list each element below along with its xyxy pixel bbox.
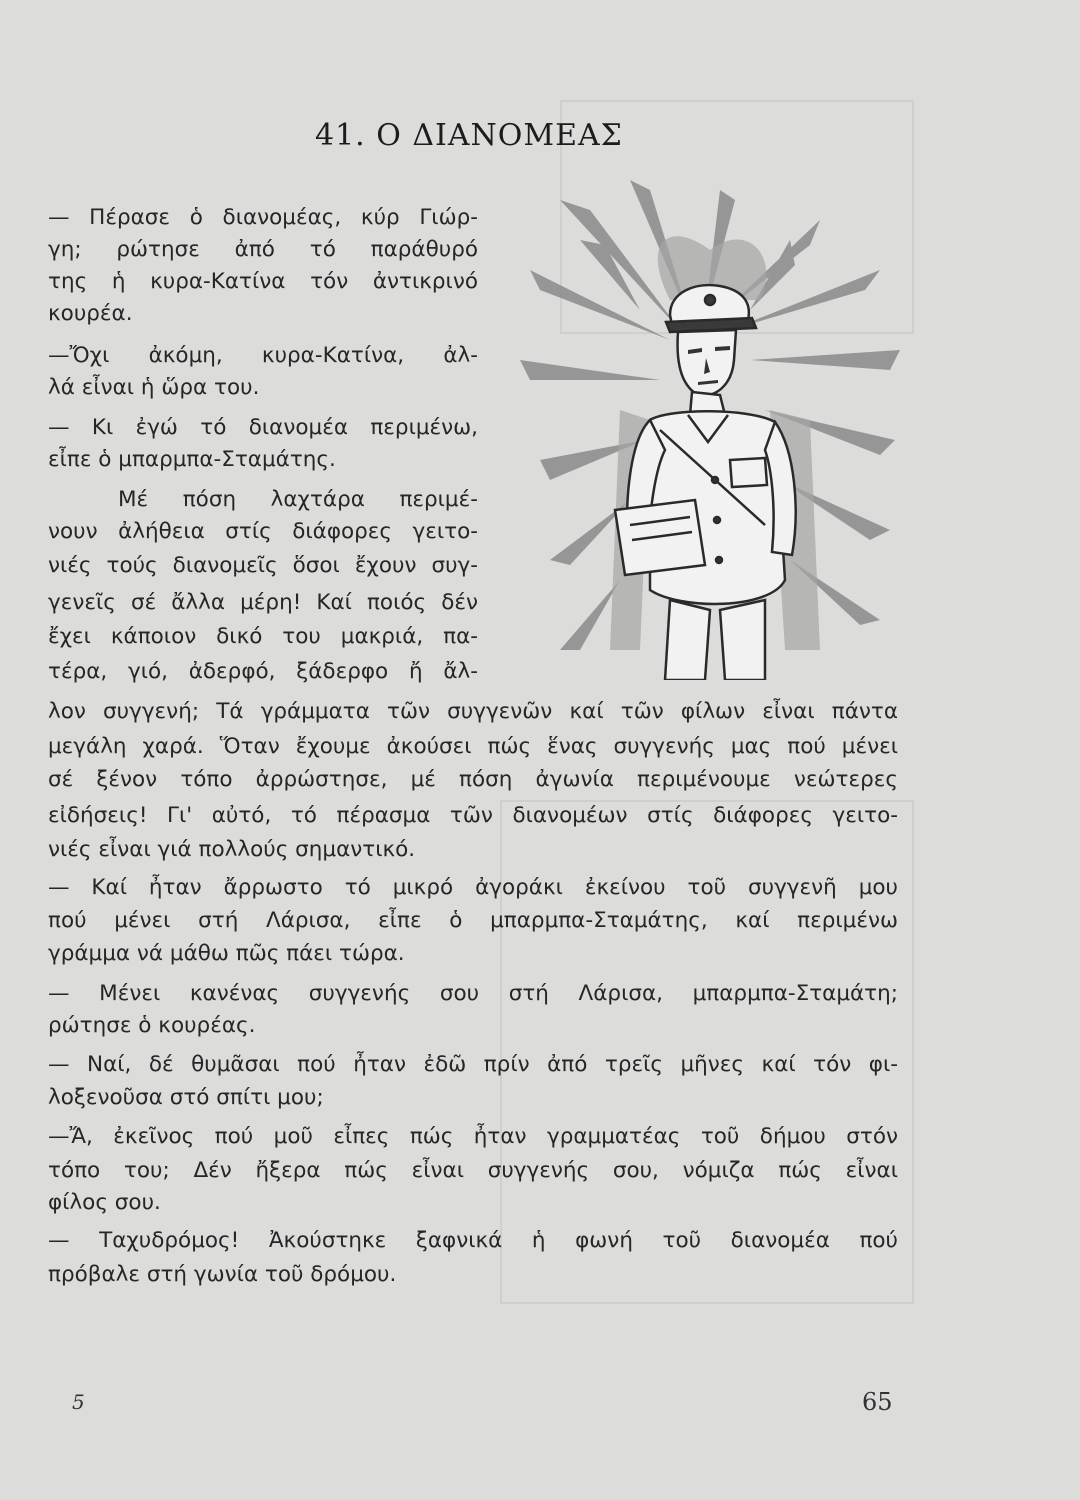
text-line: νιές τούς διανομεῖς ὅσοι ἔχουν συγ-	[48, 553, 478, 578]
text-line: τέρα, γιό, ἀδερφό, ξάδερφο ἤ ἄλ-	[48, 659, 478, 684]
text-line: λον συγγενή; Τά γράμματα τῶν συγγενῶν καί τῶν φίλων εἶναι πάντα	[48, 699, 898, 724]
text-line: γη; ρώτησε ἀπό τό παράθυρό	[48, 237, 478, 262]
page-title: 41. Ο ΔΙΑΝΟΜΕΑΣ	[315, 118, 623, 153]
text-line: ρώτησε ὁ κουρέας.	[48, 1013, 256, 1038]
text-line: γενεῖς σέ ἄλλα μέρη! Καί ποιός δέν	[48, 590, 478, 615]
text-line: — Πέρασε ὁ διανομέας, κύρ Γιώρ-	[48, 205, 478, 230]
text-line: νιές εἶναι γιά πολλούς σημαντικό.	[48, 837, 416, 862]
postman-illustration	[520, 180, 900, 680]
text-line: — Ταχυδρόμος! Ἀκούστηκε ξαφνικά ἡ φωνή τοῦ διανομέα πού	[48, 1228, 898, 1253]
text-line: εἰδήσεις! Γι' αὐτό, τό πέρασμα τῶν διανομέων στίς διάφορες γειτο-	[48, 803, 898, 828]
text-line: — Κι ἐγώ τό διανομέα περιμένω,	[48, 415, 478, 440]
text-line: λά εἶναι ἡ ὥρα του.	[48, 375, 260, 400]
text-line: — Καί ἦταν ἄρρωστο τό μικρό ἀγοράκι ἐκείνου τοῦ συγγενῆ μου	[48, 875, 898, 900]
text-line: της ἡ κυρα-Κατίνα τόν ἀντικρινό	[48, 269, 478, 294]
text-line: εἶπε ὁ μπαρμπα-Σταμάτης.	[48, 447, 336, 472]
text-line: — Ναί, δέ θυμᾶσαι πού ἦταν ἐδῶ πρίν ἀπό τρεῖς μῆνες καί τόν φι-	[48, 1052, 898, 1077]
text-line: κουρέα.	[48, 301, 133, 326]
text-line: μεγάλη χαρά. Ὅταν ἔχουμε ἀκούσει πώς ἕνας συγγενής μας πού μένει	[48, 734, 898, 759]
text-line: πρόβαλε στή γωνία τοῦ δρόμου.	[48, 1262, 397, 1287]
text-line: τόπο του; Δέν ἤξερα πώς εἶναι συγγενής σου, νόμιζα πώς εἶναι	[48, 1158, 898, 1183]
signature-mark: 5	[72, 1390, 85, 1414]
text-line: — Μένει κανένας συγγενής σου στή Λάρισα, μπαρμπα-Σταμάτη;	[48, 981, 898, 1006]
text-line: πού μένει στή Λάρισα, εἶπε ὁ μπαρμπα-Σταμάτης, καί περιμένω	[48, 908, 898, 933]
text-line: —Ἄ, ἐκεῖνος πού μοῦ εἶπες πώς ἦταν γραμματέας τοῦ δήμου στόν	[48, 1124, 898, 1149]
text-line: λοξενοῦσα στό σπίτι μου;	[48, 1085, 324, 1110]
text-line: Μέ πόση λαχτάρα περιμέ-	[118, 487, 478, 512]
text-line: φίλος σου.	[48, 1190, 161, 1215]
text-line: γράμμα νά μάθω πῶς πάει τώρα.	[48, 941, 405, 966]
text-line: —Ὄχι ἀκόμη, κυρα-Κατίνα, ἀλ-	[48, 343, 478, 368]
text-line: σέ ξένον τόπο ἀρρώστησε, μέ πόση ἀγωνία περιμένουμε νεώτερες	[48, 767, 898, 792]
page-number: 65	[862, 1388, 893, 1416]
text-line: ἔχει κάποιον δικό του μακριά, πα-	[48, 624, 478, 649]
text-line: νουν ἀλήθεια στίς διάφορες γειτο-	[48, 519, 478, 544]
